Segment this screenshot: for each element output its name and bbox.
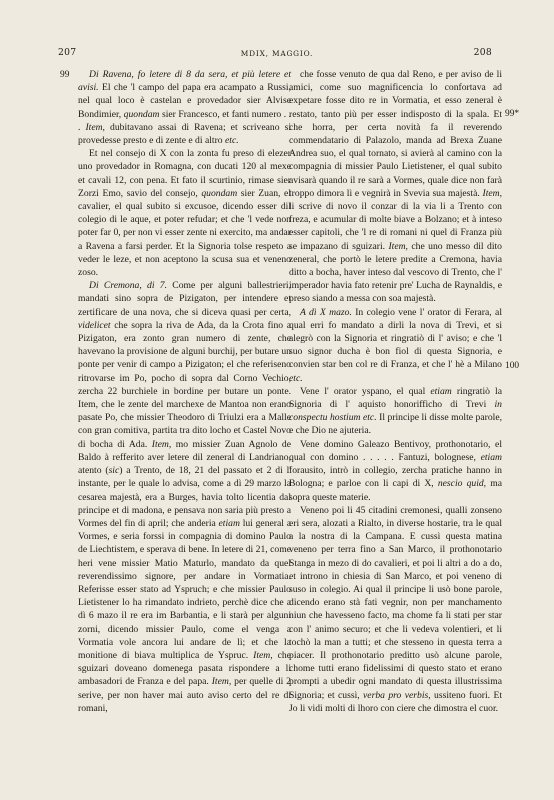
italic-text: quondam bbox=[201, 187, 238, 199]
italic-text: Item, bbox=[151, 438, 172, 450]
italic-text: sic bbox=[108, 465, 120, 477]
text-run: Come per alguni ballestrieri, mandati sino sopra de Pizigaton, per intendere et zertificare de una nova, che si diceva quasi per certa, bbox=[78, 280, 291, 318]
text-run: ussiteno fuori. Et Jo li vidi molti di lhoro con ciere che dimostra el cuor. bbox=[289, 689, 503, 714]
italic-text: Item, bbox=[85, 121, 105, 133]
text-run: Et nel consejo di X con la zonta fu preso di elezer uno provedador in Romagna, con ducati 120 al mexe et cavali 12, con pena. Et fato il scurtinio, rimase sier Zorzi Emo, savio del consejo, bbox=[78, 148, 291, 199]
text-run: forausito, intrò in collegio, zercha pratiche hanno in Bologna; e parloe con li capi di X, bbox=[289, 465, 502, 490]
paragraph bbox=[78, 279, 291, 715]
text-run: In colegio vene l' orator di Ferara, al qual erri fo mandato a dirli la nova di Trevi, et si alegrò con la Signoria et ringratiò di l' aviso; e che 'l suo signor ducha è bon fiol di questa Signoria, e convien star ben col re di Franza, et che l' hè a Milano bbox=[289, 306, 502, 371]
text-run: lui general a Vormes, e seria forssi in compagnia di domino Paulo de Liechtistem, e sperava di bene. In letere di 21, come heri vene missier Matio Maturlo, mandato da quel reverendissimo signore, per andare in Vormatia. Referisse esser stato ad Yspruch; e che missier Paulo Lietistener lo ha rimandato indrieto, perchè dice che a dì 6 mazo il re era im Barbantia, e li starà per alguni zorni, dicendo missier Paulo, come el venga a Vormatia vole ancora lui andare de lì; et che la monitione di biava multiplica de Yspruc. bbox=[78, 517, 291, 661]
italic-text: A dì X mazo. bbox=[300, 306, 352, 318]
italic-text: etiam bbox=[430, 385, 452, 397]
paragraph bbox=[289, 385, 502, 438]
italic-text: quondam bbox=[123, 108, 160, 120]
italic-text: Item, bbox=[482, 187, 502, 199]
page-number-left: 207 bbox=[58, 47, 77, 58]
italic-text: Item, bbox=[211, 676, 232, 688]
page-number-right: 208 bbox=[473, 47, 492, 58]
text-run: ringratiò la Signoria di l' aquisto honorifficho di Trevi bbox=[289, 385, 502, 411]
text-run: Vene l' orator yspano, el qual bbox=[300, 385, 431, 397]
paragraph bbox=[78, 68, 291, 147]
text-run: Il principe li disse molte parole, e che Dio ne ajuteria. bbox=[289, 412, 503, 437]
text-run: per quelle di 2 serive, per non haver mai auto aviso certo del re di romani, bbox=[78, 676, 291, 714]
text-run: che sopra la riva de Ada, da la Crota fino a Pizigaton, era zonto gran numero di zente, che havevano la provisione de alguni burchij, per butare un ponte per venir di campo a Pizigaton; el che referiseno ritrovarse im Po, pocho di sopra dal Corno Vechio, zercha 22 burchiele in bordine per butare un ponte. Item, che le zente del marchexe de Mantoa non erano pasate Po, che missier Theodoro di Triulzi era a Malle con gran comitiva, partita tra dito locho et Castel Novo di bocha di Ada. bbox=[78, 319, 291, 450]
text-run: sier Zuan, el cavalier, el qual subito si excusoe, dicendo esser dil colegio di le aque, et poter refudar; et che 'l vede non poter far 0, per non vi esser zente ni exercito, ma andar a Ravena a farsi perder. Et la Signoria tolse respeto a veder le leze, et non aceptono la scusa sua et veneno zoso. bbox=[78, 187, 292, 279]
text-run: Veneno poi li 45 citadini cremonesi, qualli zonseno eri sera, alozati a Rialto, in diverse hostarie, tra le qual a la nostra di la Campana. E cussì questa matina veneno per terra fino a San Marco, il prothonotario Stanga in mezo di do cavalieri, et poi li altri a do a do, et introno in chiesia di San Marco, et poi veneno di suso in colegio. Ai qual il principe li usò bone parole, dicendo erano stà fati vegnir, non per manchamento niun che havesseno facto, ma chome fa li stati per star con l' animo securo; et che li vedeva volentieri, et li tochò la man a tutti; et che stesseno in questa terra a piacer. Il prothonotario preditto usò alcune parole, chome tutti erano fidelissimi di questo stato et erano prompti a ubedir ogni mandato di questa illustrissima Signoria; et cussì, bbox=[289, 504, 502, 701]
italic-text: Di Ravena, fo letere di 8 da sera, et più letere et avisi. bbox=[78, 69, 291, 94]
text-run: ) a Trento, de 18, 21 del passato et 2 di l' instante, per le quale lo advisa, come a dì 29 marzo la cesarea majestà, era a Burges, havia tolto licentia dal principe et di madona, e pensava non saria più presto a Vormes del fin di april; che anderia bbox=[78, 465, 291, 529]
italic-text: Item, bbox=[388, 240, 408, 252]
italic-text: videlicet bbox=[78, 319, 111, 331]
text-run: li scrive di novo il conzar di la via li a Trento con freza, e acumular di molte biave a Bolzano; et à inteso esser capitoli, che 'l re di romani ni quel di Franza più se impazano di sguizari. bbox=[289, 201, 502, 252]
text-run: sier Francesco, et fanti numero . . . bbox=[78, 108, 291, 133]
text-run: dubitavano assai di Ravena; et scriveano si provedesse presto e di zente e di altro bbox=[78, 121, 291, 147]
margin-number-left: 99 bbox=[60, 70, 70, 80]
paragraph bbox=[289, 68, 502, 306]
text-run: mo missier Zuan Agnolo de Baldo à refferito aver letere dil zeneral di Landriano, atento ( bbox=[78, 438, 291, 477]
paragraph bbox=[289, 438, 502, 504]
paragraph bbox=[289, 504, 502, 715]
italic-text: etiam bbox=[218, 517, 240, 529]
text-run: ma sopra queste materie. bbox=[289, 478, 502, 503]
margin-number-right-b: 100 bbox=[505, 361, 520, 371]
text-run: che uno messo dil dito zeneral, che portò le letere predite a Cremona, havia ditto a bocha, haver inteso dal vescovo di Trento, che l' imperador havia fato retenir pre' Lucha de Raynaldis, e preso siando a messa con soa majestà. bbox=[289, 240, 502, 305]
italic-text: Di Cremona, di 7. bbox=[89, 280, 168, 292]
text-run: El che 'l campo del papa era acampato a Russi, nel qual loco è castelan e provedador sier Alvise Bondimier, bbox=[78, 82, 291, 120]
italic-text: in conspectu hostium etc. bbox=[289, 399, 502, 424]
italic-text: nescio quid, bbox=[437, 478, 487, 490]
italic-text: etiam bbox=[480, 451, 502, 463]
text-run: Vene domino Galeazo Bentivoy, prothonotario, el qual con domino . . . . . Fantuzi, bolognese, bbox=[289, 438, 502, 463]
italic-text: Item, bbox=[253, 649, 273, 661]
running-title: MDIX, MAGGIO. bbox=[240, 49, 314, 58]
margin-number-right-a: 99* bbox=[505, 109, 520, 119]
italic-text: verba pro verbis, bbox=[363, 689, 431, 701]
text-run: che sguizari doveano domenega pasata rispondere a li ambasadori de Franza e del papa. bbox=[78, 649, 291, 688]
italic-text: etc. bbox=[225, 135, 239, 147]
text-run: che fosse venuto de qua dal Reno, e per aviso de li amici, come suo magnificencia lo confortava ad expetare fosse dito re in Vormatia, et esso zeneral è restato, tanto più per esser indisposto di la spala. Et che horra, per certa novità fa il reverendo commendatario di Palazolo, manda ad Brexa Zuane Andrea suo, el qual tornato, si avierà al camino con la compagnia di missier Paulo Lietistener, el qual subito avisarà quando il re sarà a Vormes, quale dice non farà troppo dimora lì e vegnirà in Svevia sua majestà. bbox=[289, 69, 502, 199]
right-column bbox=[289, 68, 502, 715]
left-column bbox=[78, 68, 291, 715]
paragraph bbox=[78, 147, 291, 279]
paragraph bbox=[289, 306, 502, 385]
italic-text: etc. bbox=[289, 372, 303, 384]
